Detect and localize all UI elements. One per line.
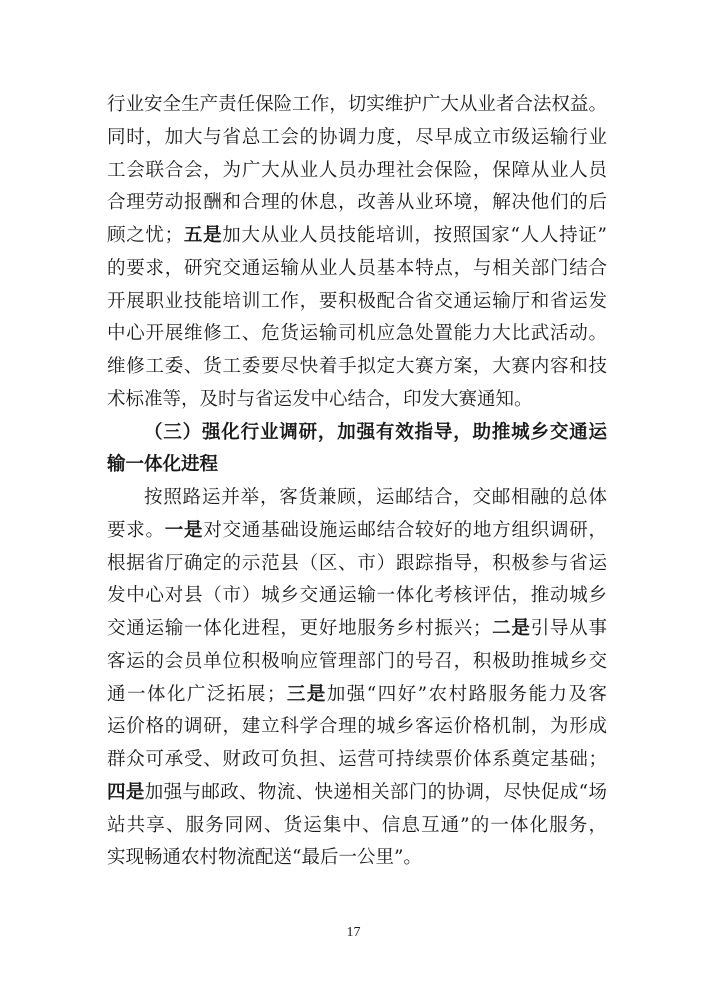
paragraph-line: 顾之忧；五是加大从业人员技能培训，按照国家“人人持证” — [107, 225, 607, 246]
paragraph-line: 发中心对县（市）城乡交通运输一体化考核评估，推动城乡 — [107, 585, 607, 607]
section-heading-line: 输一体化进程 — [107, 454, 219, 476]
page-number: 17 — [346, 925, 361, 940]
paragraph-line: 开展职业技能培训工作，要积极配合省交通运输厅和省运发 — [107, 290, 607, 312]
paragraph-line: 交通运输一体化进程，更好地服务乡村振兴；二是引导从事 — [107, 618, 607, 639]
paragraph-line: 按照路运并举，客货兼顾，运邮结合，交邮相融的总体 — [144, 487, 607, 508]
paragraph-line: 合理劳动报酬和合理的休息，改善从业环境，解决他们的后 — [107, 192, 607, 214]
paragraph-line: 根据省厅确定的示范县（区、市）跟踪指导，积极参与省运 — [107, 552, 607, 574]
paragraph-line: 维修工委、货工委要尽快着手拟定大赛方案，大赛内容和技 — [107, 356, 607, 377]
paragraph-line: 同时，加大与省总工会的协调力度，尽早成立市级运输行业 — [107, 126, 607, 148]
emphasis-label: 五是 — [183, 225, 223, 246]
paragraph-line: 术标准等，及时与省运发中心结合，印发大赛通知。 — [107, 388, 533, 410]
emphasis-label: 三是 — [285, 683, 327, 705]
paragraph-line: 中心开展维修工、危货运输司机应急处置能力大比武活动。 — [107, 323, 607, 345]
paragraph-line: 要求。一是对交通基础设施运邮结合较好的地方组织调研， — [107, 519, 607, 541]
body-text — [107, 89, 607, 875]
emphasis-label: 四是 — [107, 781, 145, 803]
emphasis-label: 一是 — [164, 519, 204, 541]
paragraph-line: 客运的会员单位积极响应管理部门的号召，积极助推城乡交 — [107, 650, 607, 672]
paragraph-line: 群众可承受、财政可负担、运营可持续票价体系奠定基础； — [107, 749, 607, 770]
emphasis-label: 二是 — [491, 618, 531, 639]
section-heading-line: （三）强化行业调研，加强有效指导，助推城乡交通运 — [144, 421, 607, 443]
paragraph-line: 的要求，研究交通运输从业人员基本特点，与相关部门结合 — [107, 257, 607, 279]
paragraph-line: 四是加强与邮政、物流、快递相关部门的协调，尽快促成“场 — [107, 781, 607, 803]
paragraph-line: 行业安全生产责任保险工作，切实维护广大从业者合法权益。 — [107, 94, 607, 115]
paragraph-line: 工会联合会，为广大从业人员办理社会保险，保障从业人员 — [107, 159, 607, 181]
paragraph-line: 通一体化广泛拓展；三是加强“四好”农村路服务能力及客 — [107, 683, 607, 705]
paragraph-line: 实现畅通农村物流配送“最后一公里”。 — [107, 847, 422, 869]
paragraph-line: 站共享、服务同网、货运集中、信息互通”的一体化服务， — [107, 814, 607, 836]
paragraph-line: 运价格的调研，建立科学合理的城乡客运价格机制，为形成 — [107, 716, 607, 738]
